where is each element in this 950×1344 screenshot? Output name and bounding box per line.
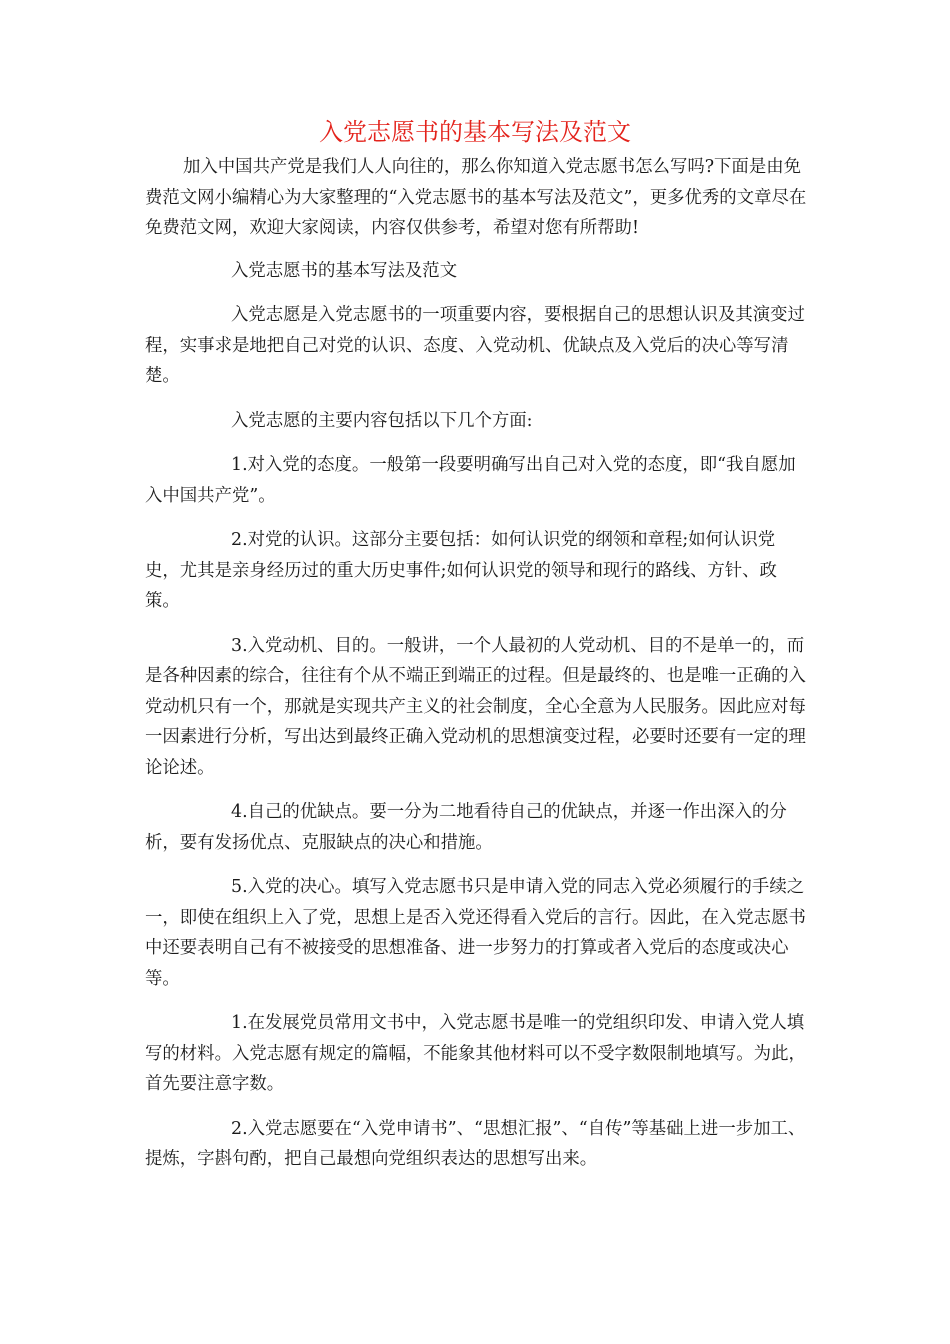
document-title: 入党志愿书的基本写法及范文 [319, 118, 631, 146]
body-paragraph: 入党志愿的主要内容包括以下几个方面: [231, 410, 533, 431]
list-item: 3.入党动机、目的。一般讲，一个人最初的人党动机、目的不是单一的，而是各种因素的综合，往往有个从不端正到端正的过程。但是最终的、也是唯一正确的入党动机只有一个，那就是实现共产主义的社会制度，全心全意为人民服务。因此应对每一因素进行分析，写出达到最终正确入党动机的思想演变过程，必要时还要有一定的理论论述。 [145, 635, 806, 778]
list-item: 4.自己的优缺点。要一分为二地看待自己的优缺点，并逐一作出深入的分析，要有发扬优点、克服缺点的决心和措施。 [145, 802, 787, 853]
section-heading: 入党志愿书的基本写法及范文 [231, 260, 458, 281]
document-body [145, 152, 807, 1189]
body-paragraph: 入党志愿是入党志愿书的一项重要内容，要根据自己的思想认识及其演变过程，实事求是地把自己对党的认识、态度、入党动机、优缺点及入党后的决心等写清楚。 [145, 305, 805, 386]
intro-paragraph: 加入中国共产党是我们人人向往的，那么你知道入党志愿书怎么写吗?下面是由免费范文网小编精心为大家整理的“入党志愿书的基本写法及范文”，更多优秀的文章尽在免费范文网，欢迎大家阅读，内容仅供参考，希望对您有所帮助! [145, 157, 807, 238]
list-item: 2.对党的认识。这部分主要包括：如何认识党的纲领和章程;如何认识党史，尤其是亲身经历过的重大历史事件;如何认识党的领导和现行的路线、方针、政策。 [145, 530, 777, 611]
list-item: 2.入党志愿要在“入党申请书”、“思想汇报”、“自传”等基础上进一步加工、提炼，字斟句酌，把自己最想向党组织表达的思想写出来。 [145, 1118, 806, 1169]
list-item: 1.对入党的态度。一般第一段要明确写出自己对入党的态度，即“我自愿加入中国共产党”。 [145, 455, 796, 506]
list-item: 5.入党的决心。填写入党志愿书只是申请入党的同志入党必须履行的手续之一，即使在组织上入了党，思想上是否入党还得看入党后的言行。因此，在入党志愿书中还要表明自己有不被接受的思想准备、进一步努力的打算或者入党后的态度或决心等。 [145, 877, 806, 989]
list-item: 1.在发展党员常用文书中，入党志愿书是唯一的党组织印发、申请入党人填写的材料。入党志愿有规定的篇幅，不能象其他材料可以不受字数限制地填写。为此，首先要注意字数。 [145, 1013, 806, 1094]
